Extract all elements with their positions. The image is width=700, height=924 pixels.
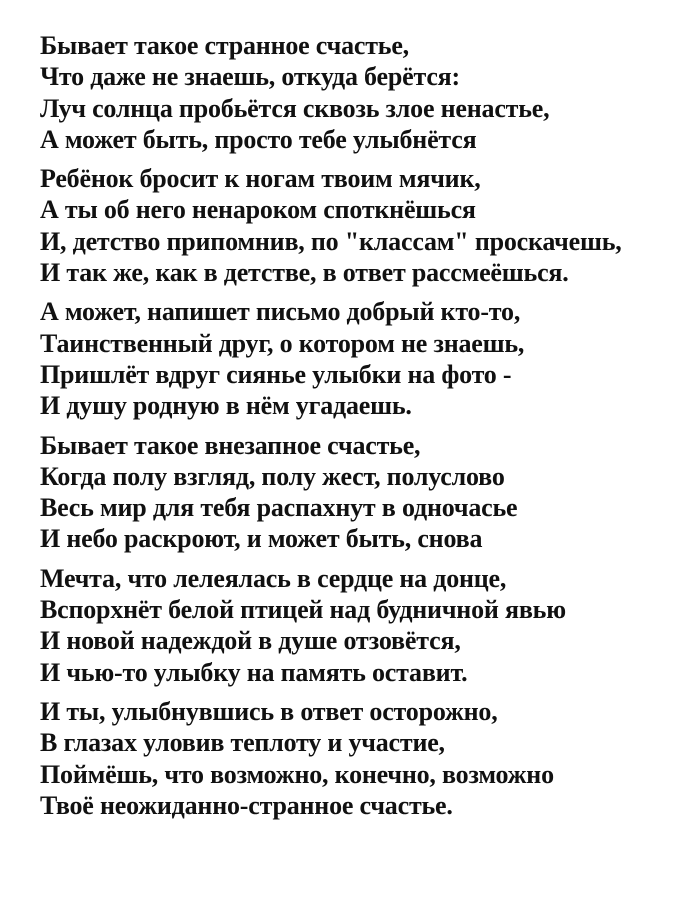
stanza-5: [40, 563, 690, 688]
poem-line: Ребёнок бросит к ногам твоим мячик,: [40, 164, 481, 194]
poem-line: Весь мир для тебя распахнут в одночасье: [40, 493, 518, 523]
poem-line: И ты, улыбнувшись в ответ осторожно,: [40, 696, 498, 726]
poem-line: Поймёшь, что возможно, конечно, возможно: [40, 759, 554, 789]
poem-line: Бывает такое внезапное счастье,: [40, 430, 421, 460]
poem-line: В глазах уловив теплоту и участие,: [40, 728, 445, 758]
poem-line: И чью-то улыбку на память оставит.: [40, 657, 468, 687]
poem-line: И небо раскроют, и может быть, снова: [40, 524, 483, 554]
poem-line: И новой надеждой в душе отзовётся,: [40, 626, 461, 656]
poem-line: Мечта, что лелеялась в сердце на донце,: [40, 563, 507, 593]
poem-line: И так же, как в детстве, в ответ рассмеёшься.: [40, 258, 569, 288]
poem-line: Бывает такое странное счастье,: [40, 31, 409, 60]
poem-line: Пришлёт вдруг сиянье улыбки на фото -: [40, 359, 512, 389]
poem-line: А может быть, просто тебе улыбнётся: [40, 124, 477, 154]
stanza-1: [40, 30, 690, 155]
stanza-3: [40, 296, 690, 421]
poem-line: А может, напишет письмо добрый кто-то,: [40, 297, 521, 327]
poem-line: Когда полу взгляд, полу жест, полуслово: [40, 461, 505, 491]
stanza-6: [40, 696, 690, 821]
poem-line: А ты об него ненароком споткнёшься: [40, 195, 476, 225]
poem-text: [40, 30, 690, 829]
poem-line: Таинственный друг, о котором не знаешь,: [40, 328, 525, 358]
poem-line: Луч солнца пробьётся сквозь злое ненастье,: [40, 93, 550, 123]
stanza-4: [40, 430, 690, 555]
stanza-2: [40, 163, 690, 288]
poem-line: И, детство припомнив, по "классам" проскачешь,: [40, 226, 622, 256]
poem-line: Что даже не знаешь, откуда берётся:: [40, 62, 461, 92]
poem-line: И душу родную в нём угадаешь.: [40, 391, 412, 421]
poem-line: Твоё неожиданно-странное счастье.: [40, 790, 453, 820]
poem-line: Вспорхнёт белой птицей над будничной явью: [40, 595, 566, 625]
